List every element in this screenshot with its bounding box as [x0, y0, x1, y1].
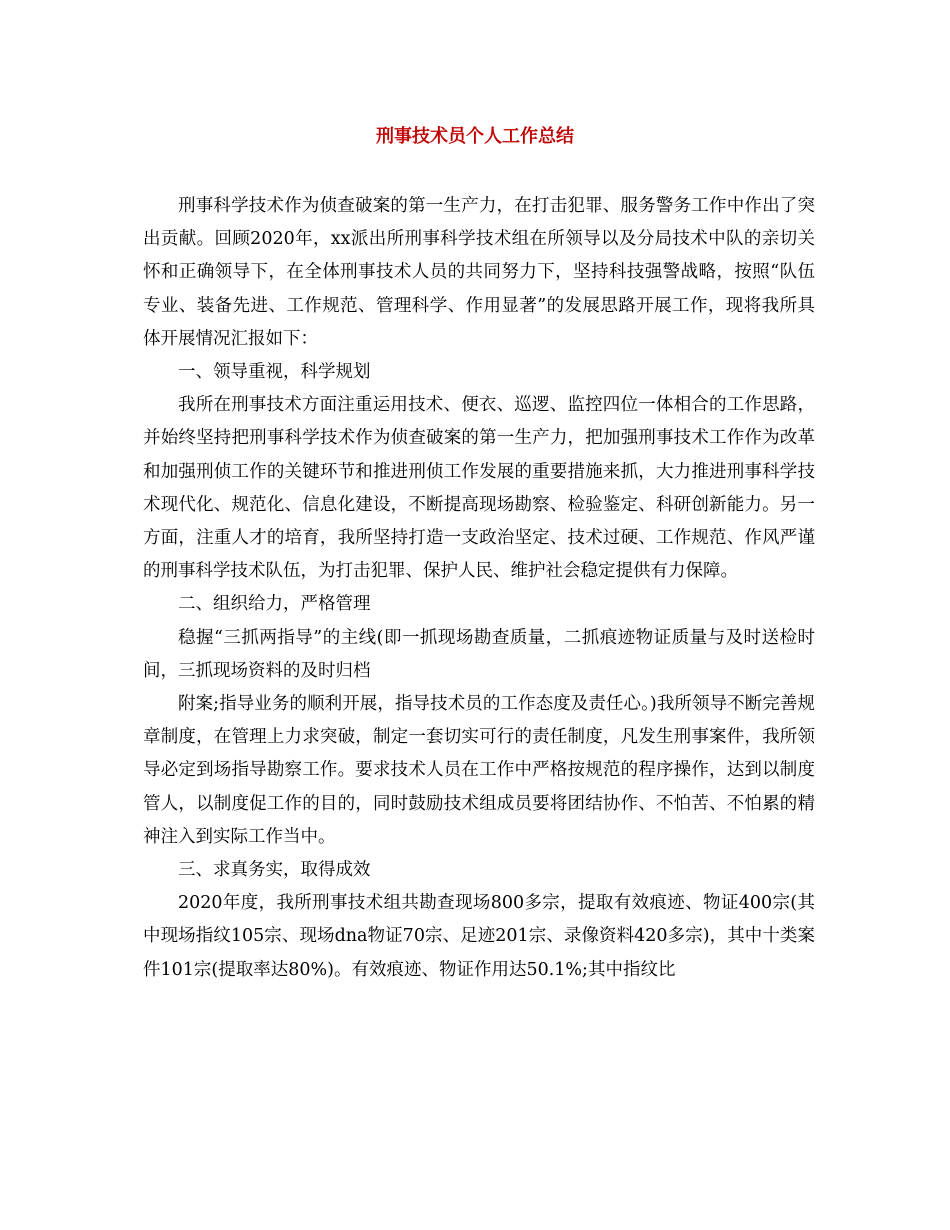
document-title: 刑事技术员个人工作总结 — [376, 126, 574, 147]
document-body — [143, 190, 815, 987]
paragraph-section-1: 我所在刑事技术方面注重运用技术、便衣、巡逻、监控四位一体相合的工作思路，并始终坚持把刑事科学技术作为侦查破案的第一生产力，把加强刑事技术工作作为改革和加强刑侦工作的关键环节和推进刑侦工作发展的重要措施来抓，大力推进刑事科学技术现代化、规范化、信息化建设，不断提高现场勘察、检验鉴定、科研创新能力。另一方面，注重人才的培育，我所坚持打造一支政治坚定、技术过硬、工作规范、作风严谨的刑事科学技术队伍，为打击犯罪、保护人民、维护社会稳定提供有力保障。 — [143, 395, 815, 582]
section-heading-2: 二、组织给力，严格管理 — [178, 594, 371, 615]
paragraph-section-2b: 附案;指导业务的顺利开展，指导技术员的工作态度及责任心。)我所领导不断完善规章制度，在管理上力求突破，制定一套切实可行的责任制度，凡发生刑事案件，我所领导必定到场指导勘察工作。要求技术人员在工作中严格按规范的程序操作，达到以制度管人，以制度促工作的目的，同时鼓励技术组成员要将团结协作、不怕苦、不怕累的精神注入到实际工作当中。 — [143, 694, 815, 847]
section-heading-1: 一、领导重视，科学规划 — [178, 362, 371, 383]
paragraph-section-3: 2020年度，我所刑事技术组共勘查现场800多宗，提取有效痕迹、物证400宗(其中现场指纹105宗、现场dna物证70宗、足迹201宗、录像资料420多宗)，其中十类案件101宗(提取率达80%)。有效痕迹、物证作用达50.1%;其中指纹比 — [143, 893, 815, 980]
paragraph-intro: 刑事科学技术作为侦查破案的第一生产力，在打击犯罪、服务警务工作中作出了突出贡献。回顾2020年，xx派出所刑事科学技术组在所领导以及分局技术中队的亲切关怀和正确领导下，在全体刑事技术人员的共同努力下，坚持科技强警战略，按照“队伍专业、装备先进、工作规范、管理科学、作用显著”的发展思路开展工作，现将我所具体开展情况汇报如下： — [143, 196, 815, 349]
paragraph-section-2a: 稳握“三抓两指导”的主线(即一抓现场勘查质量，二抓痕迹物证质量与及时送检时间，三抓现场资料的及时归档 — [143, 627, 815, 681]
section-heading-3: 三、求真务实，取得成效 — [178, 860, 371, 881]
